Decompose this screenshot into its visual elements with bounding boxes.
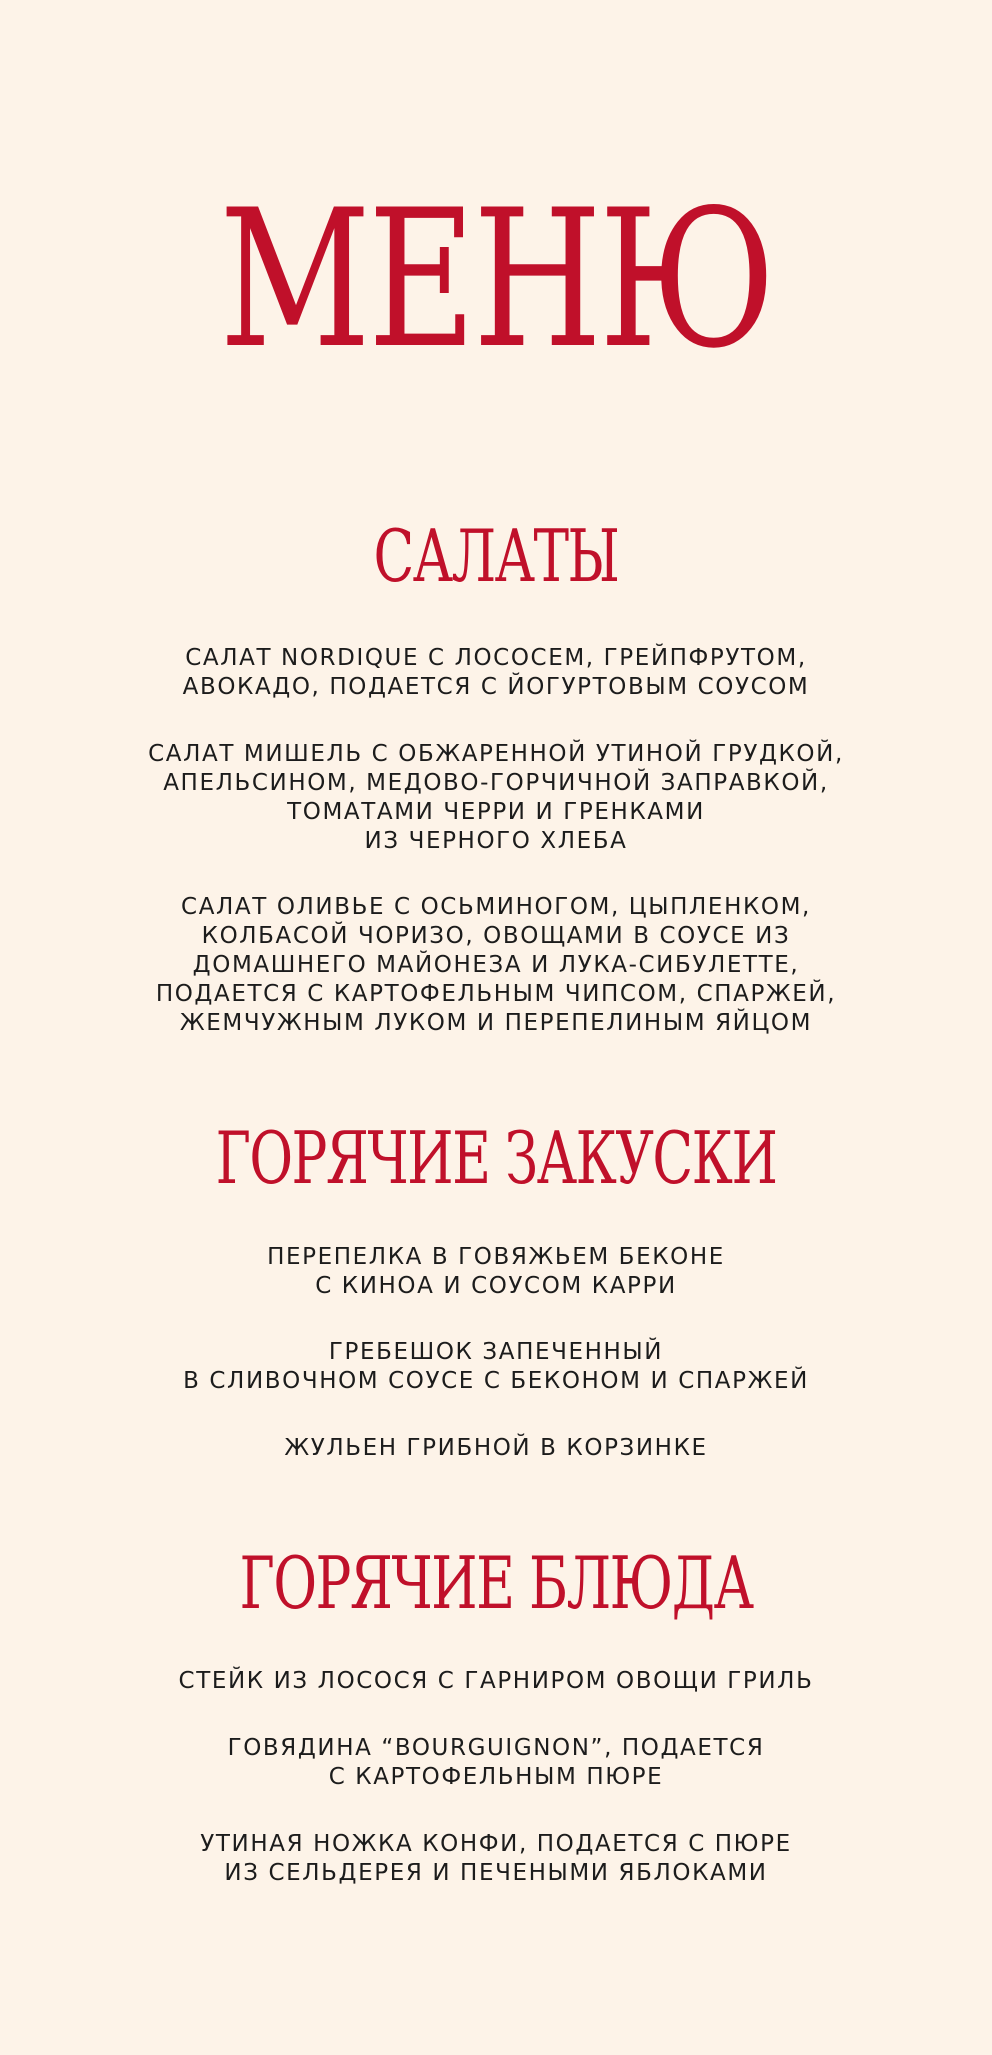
menu-item: САЛАТ NORDIQUE С ЛОСОСЕМ, ГРЕЙПФРУТОМ, АВОКАДО, ПОДАЕТСЯ С ЙОГУРТОВЫМ СОУСОМ xyxy=(182,645,810,700)
section-title-salads: САЛАТЫ xyxy=(373,514,619,598)
menu-item: САЛАТ МИШЕЛЬ С ОБЖАРЕННОЙ УТИНОЙ ГРУДКОЙ, АПЕЛЬСИНОМ, МЕДОВО-ГОРЧИЧНОЙ ЗАПРАВКОЙ, ТОМАТАМИ ЧЕРРИ И ГРЕНКАМИ ИЗ ЧЕРНОГО ХЛЕБА xyxy=(148,741,844,854)
menu-item: ГОВЯДИНА “BOURGUIGNON”, ПОДАЕТСЯ С КАРТОФЕЛЬНЫМ ПЮРЕ xyxy=(227,1735,765,1790)
section-title-hot-snacks: ГОРЯЧИЕ ЗАКУСКИ xyxy=(215,1116,777,1200)
menu-item: УТИНАЯ НОЖКА КОНФИ, ПОДАЕТСЯ С ПЮРЕ ИЗ СЕЛЬДЕРЕЯ И ПЕЧЕНЫМИ ЯБЛОКАМИ xyxy=(200,1831,792,1886)
menu-item: ГРЕБЕШОК ЗАПЕЧЕННЫЙ В СЛИВОЧНОМ СОУСЕ С БЕКОНОМ И СПАРЖЕЙ xyxy=(183,1339,809,1394)
menu-item: ЖУЛЬЕН ГРИБНОЙ В КОРЗИНКЕ xyxy=(284,1435,708,1461)
menu-item: ПЕРЕПЕЛКА В ГОВЯЖЬЕМ БЕКОНЕ С КИНОА И СОУСОМ КАРРИ xyxy=(267,1244,725,1299)
menu-item: СТЕЙК ИЗ ЛОСОСЯ С ГАРНИРОМ ОВОЩИ ГРИЛЬ xyxy=(178,1668,814,1694)
section-title-hot-dishes: ГОРЯЧИЕ БЛЮДА xyxy=(239,1541,753,1625)
menu-title: МЕНЮ xyxy=(219,169,773,390)
menu-item: САЛАТ ОЛИВЬЕ С ОСЬМИНОГОМ, ЦЫПЛЕНКОМ, КОЛБАСОЙ ЧОРИЗО, ОВОЩАМИ В СОУСЕ ИЗ ДОМАШНЕГО МАЙОНЕЗА И ЛУКА-СИБУЛЕТТЕ, ПОДАЕТСЯ С КАРТОФЕЛЬНЫМ ЧИПСОМ, СПАРЖЕЙ, ЖЕМЧУЖНЫМ ЛУКОМ И ПЕРЕПЕЛИНЫМ ЯЙЦОМ xyxy=(155,894,837,1036)
